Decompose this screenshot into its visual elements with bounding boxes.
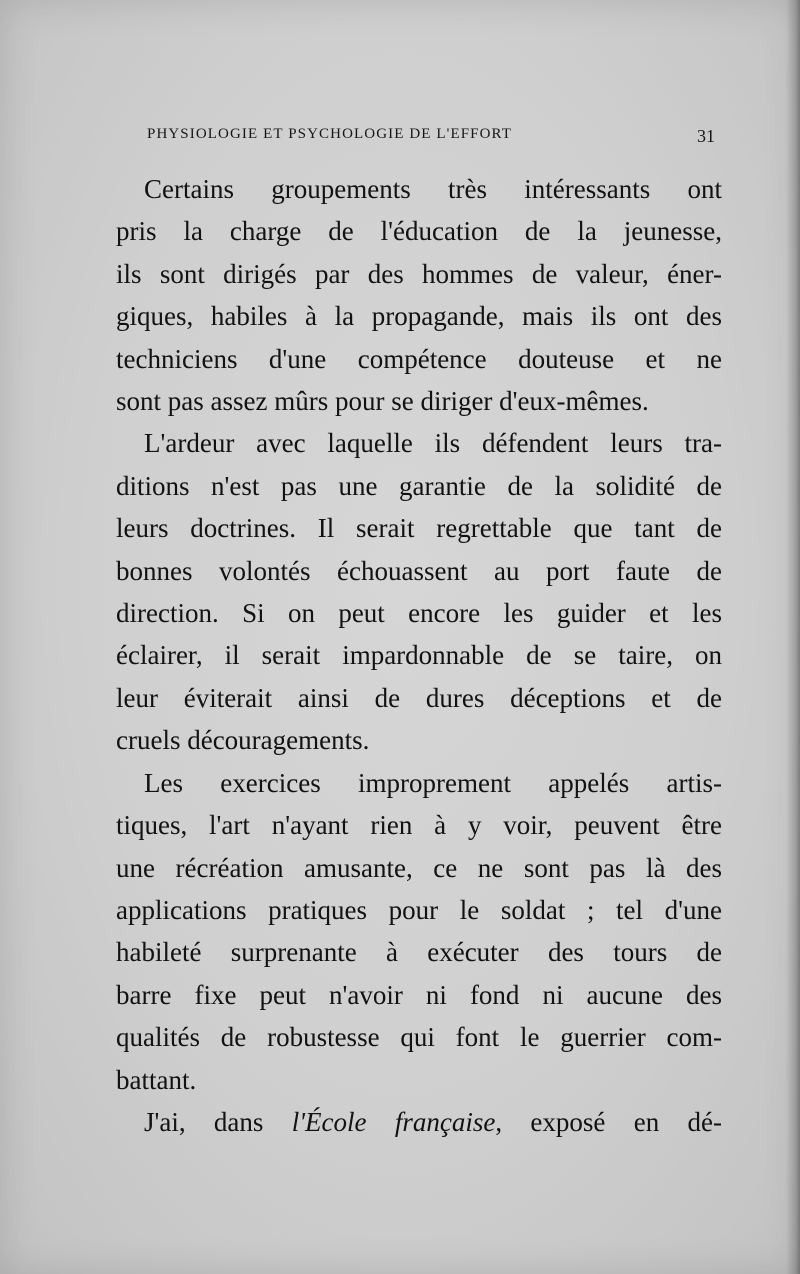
text-line: leur éviterait ainsi de dures déceptions et de	[116, 682, 722, 713]
text-line: tiques, l'art n'ayant rien à y voir, peuvent être	[116, 810, 722, 841]
text-line: ditions n'est pas une garantie de la solidité de	[116, 470, 722, 501]
text-line: habileté surprenante à exécuter des tours de	[116, 937, 722, 968]
text-line: L'ardeur avec laquelle ils défendent leurs tra-	[144, 428, 722, 459]
text-line: bonnes volontés échouassent au port faute de	[116, 555, 722, 586]
text-run: , exposé en dé-	[495, 1106, 722, 1137]
text-line: qualités de robustesse qui font le guerrier com-	[116, 1022, 722, 1053]
body-text	[88, 168, 722, 1143]
italic-title: l'École française	[291, 1106, 496, 1137]
paragraph-1	[88, 168, 722, 422]
text-line: giques, habiles à la propagande, mais ils ont des	[116, 301, 722, 332]
text-line: direction. Si on peut encore les guider et les	[116, 598, 722, 629]
text-line: Certains groupements très intéressants ont	[144, 174, 722, 204]
paragraph-3	[88, 762, 722, 1101]
text-run: J'ai, dans	[144, 1106, 264, 1137]
text-line: une récréation amusante, ce ne sont pas là des	[116, 852, 722, 883]
text-line: pris la charge de l'éducation de la jeunesse,	[116, 216, 722, 247]
page-edge-shadow	[786, 0, 800, 1274]
text-line: battant.	[116, 1064, 197, 1095]
page-number: 31	[697, 126, 715, 146]
text-line: ils sont dirigés par des hommes de valeur, éner-	[116, 258, 722, 289]
text-line: Les exercices improprement appelés artis-	[144, 767, 722, 798]
text-line: cruels découragements.	[116, 725, 370, 756]
text-line: barre fixe peut n'avoir ni fond ni aucune des	[116, 979, 722, 1010]
paragraph-2	[88, 422, 722, 761]
text-line: leurs doctrines. Il serait regrettable que tant de	[116, 513, 722, 544]
text-line: éclairer, il serait impardonnable de se taire, on	[116, 640, 722, 671]
text-line: sont pas assez mûrs pour se diriger d'eux-mêmes.	[116, 386, 649, 417]
text-line: techniciens d'une compétence douteuse et ne	[116, 343, 722, 374]
paragraph-4	[88, 1101, 722, 1143]
text-line	[88, 1101, 722, 1143]
page-header	[147, 126, 715, 150]
running-title: PHYSIOLOGIE ET PSYCHOLOGIE DE L'EFFORT	[147, 126, 512, 142]
text-line: applications pratiques pour le soldat ; tel d'une	[116, 894, 722, 925]
